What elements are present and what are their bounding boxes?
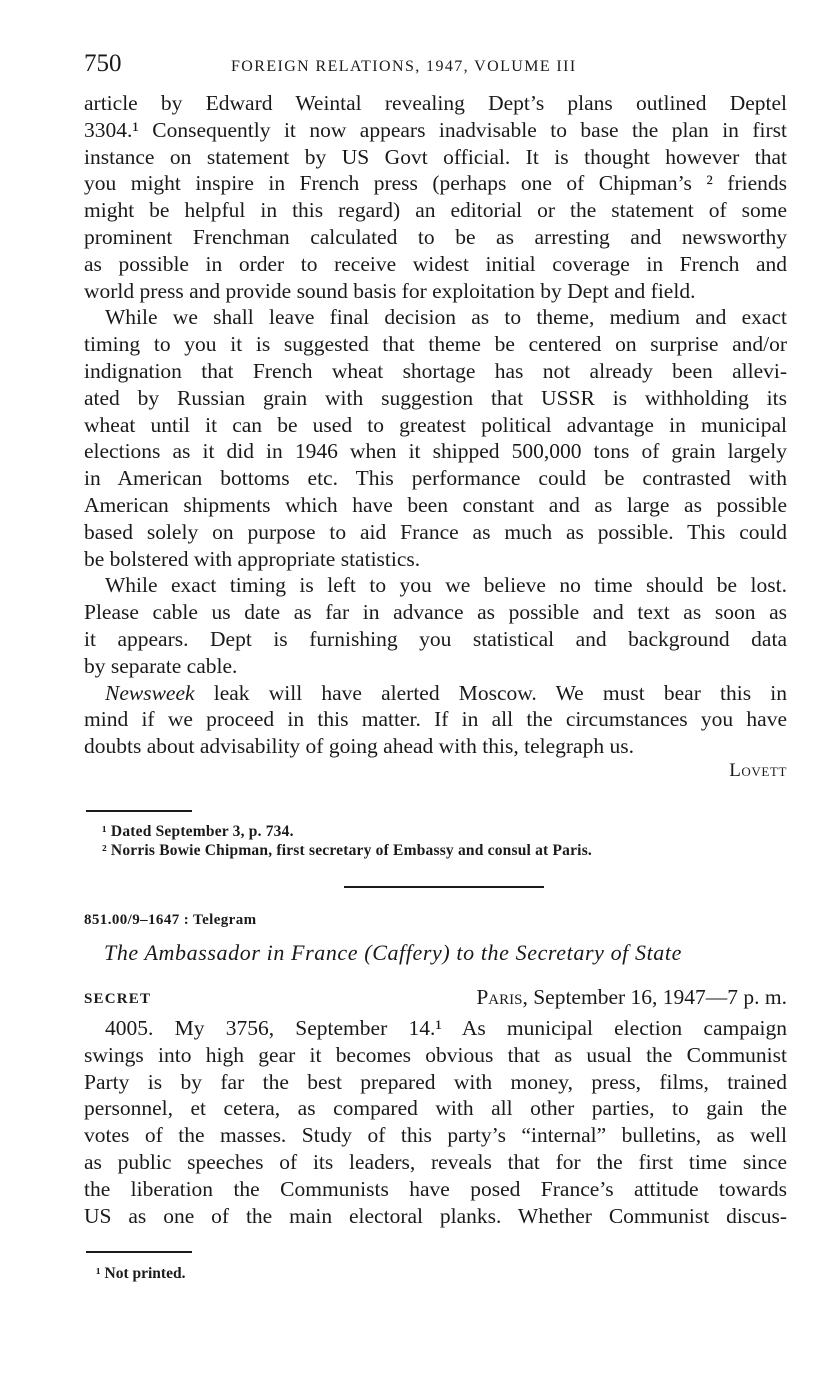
text-line: by separate cable. [84,653,238,678]
text-line: While we shall leave final decision as to theme, medium and exact [105,305,787,330]
text-line: as possible in order to receive widest initial coverage in French and [84,251,787,276]
paragraph-2 [84,304,787,572]
text-line: article by Edward Weintal revealing Dept’s plans outlined Deptel [84,91,787,115]
text-line: as public speeches of its leaders, reveals that for the first time since [84,1149,787,1174]
text-line: timing to you it is suggested that theme be centered on surprise and/or [84,332,787,357]
paragraph-4 [84,680,787,760]
text-line: instance on statement by US Govt official. It is thought however that [84,144,787,169]
document-page [84,50,787,1283]
text-fragment: leak will have alerted Moscow. We must bear this in [194,680,787,705]
text-line: wheat until it can be used to greatest political advantage in municipal [84,412,787,437]
footnote-divider [86,1251,192,1253]
text-line: personnel, et cetera, as compared with all other parties, to gain the [84,1096,787,1121]
text-line: might be helpful in this regard) an editorial or the statement of some [84,198,787,223]
telegram-body [84,1015,787,1229]
text-line: the liberation the Communists have posed France’s attitude towards [84,1176,787,1201]
text-line: While exact timing is left to you we believe no time should be lost. [105,573,787,598]
text-line: based solely on purpose to aid France as much as possible. This could [84,519,787,544]
title-part: ) to the Secretary of State [442,939,682,965]
footnote: ¹ Not printed. [96,1265,186,1283]
text-line: US as one of the main electoral planks. Whether Communist discus- [84,1203,787,1228]
text-line: Please cable us date as far in advance as possible and text as soon as [84,600,787,625]
text-line: elections as it did in 1946 when it shipped 500,000 tons of grain largely [84,439,787,464]
text-line: Party is by far the best prepared with money, press, films, trained [84,1069,787,1094]
text-line: it appears. Dept is furnishing you statistical and background data [84,626,787,651]
dateline [84,985,787,1015]
page-header [84,50,787,90]
text-line: indignation that French wheat shortage has not already been allevi- [84,358,787,383]
text-line: votes of the masses. Study of this party’s “internal” bulletins, as well [84,1123,787,1148]
classification-label: SECRET [84,990,152,1007]
place-date [476,985,787,1010]
text-line: 4005. My 3756, September 14.¹ As municipal election campaign [105,1015,787,1040]
text-line: be bolstered with appropriate statistics. [84,546,421,571]
text-line: you might inspire in French press (perhaps one of Chipman’s ² friends [84,171,787,196]
page-number: 750 [84,50,122,77]
footnote: ² Norris Bowie Chipman, first secretary of Embassy and consul at Paris. [102,841,592,859]
text-line: mind if we proceed in this matter. If in all the circumstances you have [84,707,787,732]
newsweek-title: Newsweek [105,680,195,705]
footnote: ¹ Dated September 3, p. 734. [102,822,294,840]
file-reference: 851.00/9–1647 : Telegram [84,911,257,928]
paragraph-3 [84,572,787,679]
text-line: 3304.¹ Consequently it now appears inadvisable to base the plan in first [84,117,787,142]
text-line: prominent Frenchman calculated to be as arresting and newsworthy [84,224,787,249]
text-line [84,680,787,707]
paragraph-1 [84,90,787,304]
text-line: American shipments which have been constant and as large as possible [84,492,787,517]
title-part: The Ambassador in France ( [104,939,373,965]
running-title: FOREIGN RELATIONS, 1947, VOLUME III [231,58,577,75]
document-title [84,940,787,966]
text-line: swings into high gear it becomes obvious that as usual the Communist [84,1042,787,1067]
text-line: in American bottoms etc. This performance could be contrasted with [84,466,787,491]
text-line: doubts about advisability of going ahead with this, telegraph us. [84,734,634,759]
signature: Lovett [729,759,787,781]
section-divider [344,886,544,888]
ambassador-name: Caffery [372,939,443,965]
place: Paris [476,984,523,1009]
text-line: world press and provide sound basis for exploitation by Dept and field. [84,278,696,303]
footnotes [84,822,787,860]
text-line: ated by Russian grain with suggestion that USSR is withholding its [84,385,787,410]
date-time: , September 16, 1947—7 p. m. [522,984,787,1009]
footnote-divider [86,810,192,812]
